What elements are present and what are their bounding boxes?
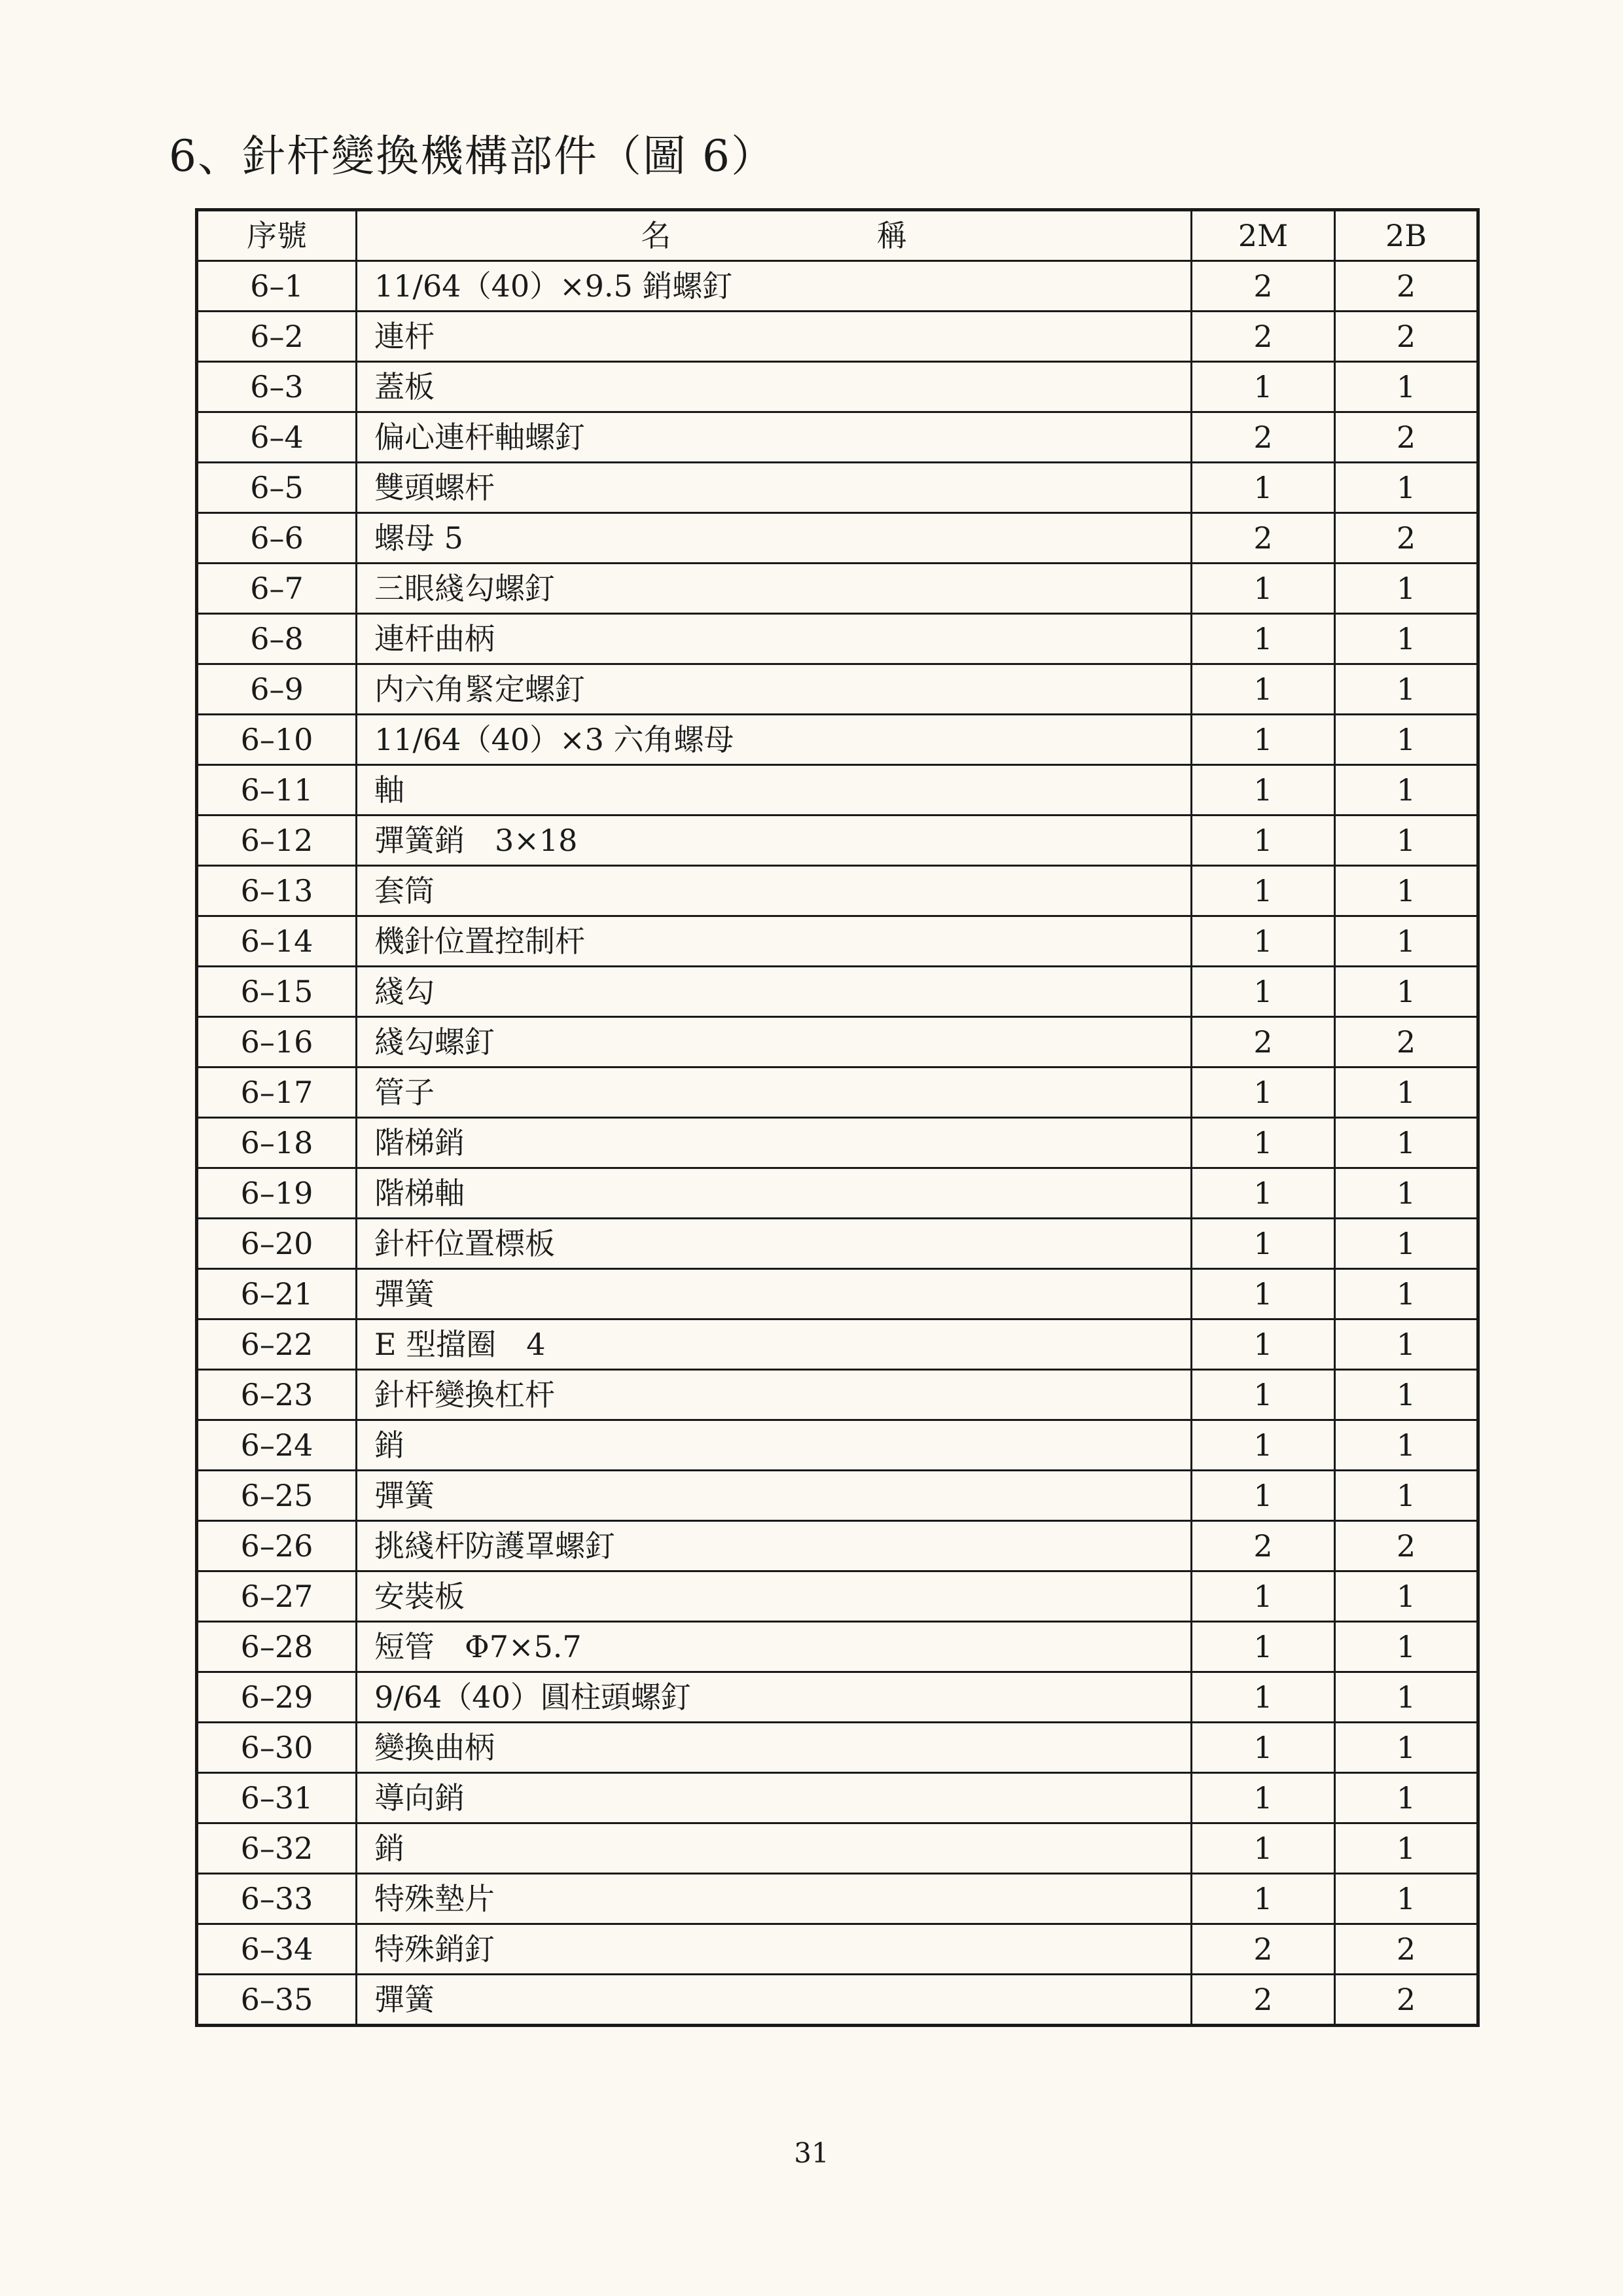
part-number-cell: 6–25 [197, 1471, 357, 1521]
part-name-cell: 三眼綫勾螺釘 [357, 564, 1192, 614]
qty-2m-cell: 1 [1192, 1823, 1335, 1874]
qty-2b-cell: 1 [1335, 765, 1478, 816]
header-2b: 2B [1335, 210, 1478, 261]
qty-2b-cell: 1 [1335, 1823, 1478, 1874]
table-row [197, 463, 1478, 513]
parts-table-body [197, 261, 1478, 2026]
table-row [197, 765, 1478, 816]
qty-2b-cell: 2 [1335, 312, 1478, 362]
part-number-cell: 6–19 [197, 1168, 357, 1219]
qty-2m-cell: 1 [1192, 1420, 1335, 1471]
part-name-cell: 導向銷 [357, 1773, 1192, 1823]
part-number-cell: 6–21 [197, 1269, 357, 1319]
qty-2b-cell: 1 [1335, 1672, 1478, 1723]
qty-2m-cell: 1 [1192, 1723, 1335, 1773]
qty-2m-cell: 2 [1192, 1924, 1335, 1975]
qty-2m-cell: 1 [1192, 362, 1335, 412]
part-number-cell: 6–4 [197, 412, 357, 463]
qty-2m-cell: 1 [1192, 463, 1335, 513]
qty-2m-cell: 1 [1192, 1319, 1335, 1370]
qty-2m-cell: 2 [1192, 1521, 1335, 1571]
part-name-cell: 雙頭螺杆 [357, 463, 1192, 513]
qty-2b-cell: 2 [1335, 412, 1478, 463]
part-number-cell: 6–9 [197, 664, 357, 715]
table-row [197, 614, 1478, 664]
part-name-cell: 連杆 [357, 312, 1192, 362]
table-row [197, 1219, 1478, 1269]
qty-2m-cell: 1 [1192, 614, 1335, 664]
part-number-cell: 6–31 [197, 1773, 357, 1823]
part-number-cell: 6–27 [197, 1571, 357, 1622]
qty-2b-cell: 1 [1335, 664, 1478, 715]
table-row [197, 1118, 1478, 1168]
qty-2m-cell: 1 [1192, 1219, 1335, 1269]
part-name-cell: 彈簧 [357, 1975, 1192, 2026]
qty-2m-cell: 1 [1192, 664, 1335, 715]
part-number-cell: 6–14 [197, 916, 357, 967]
qty-2m-cell: 1 [1192, 816, 1335, 866]
part-name-cell: 9/64（40）圓柱頭螺釘 [357, 1672, 1192, 1723]
part-name-cell: 彈簧 [357, 1471, 1192, 1521]
table-row [197, 1723, 1478, 1773]
part-number-cell: 6–10 [197, 715, 357, 765]
part-number-cell: 6–34 [197, 1924, 357, 1975]
part-number-cell: 6–23 [197, 1370, 357, 1420]
part-name-cell: 銷 [357, 1823, 1192, 1874]
qty-2b-cell: 1 [1335, 916, 1478, 967]
part-number-cell: 6–32 [197, 1823, 357, 1874]
table-row [197, 1269, 1478, 1319]
qty-2b-cell: 1 [1335, 564, 1478, 614]
part-name-cell: 内六角緊定螺釘 [357, 664, 1192, 715]
table-row [197, 866, 1478, 916]
qty-2b-cell: 1 [1335, 362, 1478, 412]
qty-2b-cell: 1 [1335, 1723, 1478, 1773]
qty-2b-cell: 1 [1335, 715, 1478, 765]
parts-table [195, 208, 1480, 2027]
qty-2m-cell: 1 [1192, 564, 1335, 614]
qty-2m-cell: 1 [1192, 1168, 1335, 1219]
part-number-cell: 6–35 [197, 1975, 357, 2026]
part-name-cell: 連杆曲柄 [357, 614, 1192, 664]
table-row [197, 967, 1478, 1017]
page-title: 6、針杆變換機構部件（圖 6） [169, 131, 776, 181]
table-row [197, 1773, 1478, 1823]
qty-2m-cell: 1 [1192, 1067, 1335, 1118]
table-header-row [197, 210, 1478, 261]
part-name-cell: 11/64（40）×3 六角螺母 [357, 715, 1192, 765]
qty-2m-cell: 1 [1192, 1269, 1335, 1319]
part-number-cell: 6–24 [197, 1420, 357, 1471]
part-name-cell: 螺母 5 [357, 513, 1192, 564]
qty-2b-cell: 1 [1335, 1168, 1478, 1219]
table-row [197, 362, 1478, 412]
qty-2b-cell: 1 [1335, 816, 1478, 866]
qty-2m-cell: 2 [1192, 412, 1335, 463]
part-number-cell: 6–2 [197, 312, 357, 362]
qty-2b-cell: 1 [1335, 1370, 1478, 1420]
part-number-cell: 6–1 [197, 261, 357, 312]
part-number-cell: 6–26 [197, 1521, 357, 1571]
table-row [197, 1319, 1478, 1370]
qty-2m-cell: 1 [1192, 866, 1335, 916]
qty-2m-cell: 1 [1192, 1672, 1335, 1723]
qty-2m-cell: 2 [1192, 312, 1335, 362]
part-name-cell: 彈簧銷 3×18 [357, 816, 1192, 866]
part-name-cell: 變換曲柄 [357, 1723, 1192, 1773]
part-name-cell: 階梯軸 [357, 1168, 1192, 1219]
part-name-cell: 綫勾螺釘 [357, 1017, 1192, 1067]
qty-2b-cell: 1 [1335, 1067, 1478, 1118]
qty-2b-cell: 1 [1335, 1420, 1478, 1471]
part-number-cell: 6–3 [197, 362, 357, 412]
table-row [197, 1823, 1478, 1874]
part-number-cell: 6–30 [197, 1723, 357, 1773]
part-number-cell: 6–5 [197, 463, 357, 513]
qty-2m-cell: 1 [1192, 1773, 1335, 1823]
qty-2b-cell: 1 [1335, 463, 1478, 513]
page-number: 31 [794, 2137, 829, 2169]
part-name-cell: 針杆位置標板 [357, 1219, 1192, 1269]
qty-2m-cell: 1 [1192, 967, 1335, 1017]
qty-2b-cell: 2 [1335, 261, 1478, 312]
table-row [197, 715, 1478, 765]
table-row [197, 1622, 1478, 1672]
part-number-cell: 6–11 [197, 765, 357, 816]
part-name-cell: 特殊銷釘 [357, 1924, 1192, 1975]
part-number-cell: 6–18 [197, 1118, 357, 1168]
table-row [197, 564, 1478, 614]
qty-2b-cell: 1 [1335, 1571, 1478, 1622]
part-number-cell: 6–6 [197, 513, 357, 564]
part-name-cell: 特殊墊片 [357, 1874, 1192, 1924]
qty-2b-cell: 1 [1335, 1269, 1478, 1319]
table-row [197, 312, 1478, 362]
part-name-cell: E 型擋圈 4 [357, 1319, 1192, 1370]
qty-2m-cell: 2 [1192, 1017, 1335, 1067]
part-name-cell: 偏心連杆軸螺釘 [357, 412, 1192, 463]
part-number-cell: 6–20 [197, 1219, 357, 1269]
part-number-cell: 6–29 [197, 1672, 357, 1723]
part-number-cell: 6–15 [197, 967, 357, 1017]
qty-2b-cell: 1 [1335, 1219, 1478, 1269]
part-number-cell: 6–8 [197, 614, 357, 664]
table-row [197, 1975, 1478, 2026]
part-name-cell: 安裝板 [357, 1571, 1192, 1622]
part-number-cell: 6–12 [197, 816, 357, 866]
table-row [197, 816, 1478, 866]
qty-2m-cell: 1 [1192, 1118, 1335, 1168]
qty-2b-cell: 1 [1335, 866, 1478, 916]
table-row [197, 1571, 1478, 1622]
table-row [197, 1874, 1478, 1924]
qty-2m-cell: 2 [1192, 513, 1335, 564]
part-name-cell: 軸 [357, 765, 1192, 816]
qty-2m-cell: 1 [1192, 916, 1335, 967]
qty-2b-cell: 2 [1335, 1924, 1478, 1975]
qty-2b-cell: 1 [1335, 1874, 1478, 1924]
part-number-cell: 6–33 [197, 1874, 357, 1924]
qty-2m-cell: 1 [1192, 1622, 1335, 1672]
qty-2m-cell: 1 [1192, 1874, 1335, 1924]
table-row [197, 1420, 1478, 1471]
table-row [197, 664, 1478, 715]
table-row [197, 1067, 1478, 1118]
qty-2b-cell: 2 [1335, 513, 1478, 564]
header-name: 名 稱 [357, 210, 1192, 261]
table-row [197, 916, 1478, 967]
part-name-cell: 套筒 [357, 866, 1192, 916]
part-number-cell: 6–28 [197, 1622, 357, 1672]
table-row [197, 412, 1478, 463]
table-row [197, 1017, 1478, 1067]
part-name-cell: 挑綫杆防護罩螺釘 [357, 1521, 1192, 1571]
qty-2m-cell: 2 [1192, 1975, 1335, 2026]
table-row [197, 1370, 1478, 1420]
table-row [197, 1471, 1478, 1521]
qty-2b-cell: 1 [1335, 1118, 1478, 1168]
header-2m: 2M [1192, 210, 1335, 261]
qty-2b-cell: 1 [1335, 1773, 1478, 1823]
qty-2b-cell: 1 [1335, 1319, 1478, 1370]
qty-2b-cell: 2 [1335, 1975, 1478, 2026]
qty-2m-cell: 1 [1192, 1370, 1335, 1420]
qty-2m-cell: 2 [1192, 261, 1335, 312]
table-row [197, 1521, 1478, 1571]
part-name-cell: 管子 [357, 1067, 1192, 1118]
part-number-cell: 6–22 [197, 1319, 357, 1370]
qty-2m-cell: 1 [1192, 715, 1335, 765]
part-number-cell: 6–17 [197, 1067, 357, 1118]
part-name-cell: 短管 Φ7×5.7 [357, 1622, 1192, 1672]
table-row [197, 513, 1478, 564]
table-row [197, 1924, 1478, 1975]
table-row [197, 1168, 1478, 1219]
part-name-cell: 綫勾 [357, 967, 1192, 1017]
part-number-cell: 6–13 [197, 866, 357, 916]
part-number-cell: 6–16 [197, 1017, 357, 1067]
part-name-cell: 針杆變換杠杆 [357, 1370, 1192, 1420]
part-name-cell: 機針位置控制杆 [357, 916, 1192, 967]
part-name-cell: 彈簧 [357, 1269, 1192, 1319]
header-serial-no: 序號 [197, 210, 357, 261]
part-name-cell: 11/64（40）×9.5 銷螺釘 [357, 261, 1192, 312]
part-name-cell: 銷 [357, 1420, 1192, 1471]
table-row [197, 1672, 1478, 1723]
qty-2m-cell: 1 [1192, 1471, 1335, 1521]
qty-2b-cell: 1 [1335, 1471, 1478, 1521]
qty-2b-cell: 2 [1335, 1017, 1478, 1067]
qty-2m-cell: 1 [1192, 765, 1335, 816]
part-name-cell: 階梯銷 [357, 1118, 1192, 1168]
qty-2m-cell: 1 [1192, 1571, 1335, 1622]
table-row [197, 261, 1478, 312]
qty-2b-cell: 1 [1335, 967, 1478, 1017]
qty-2b-cell: 2 [1335, 1521, 1478, 1571]
part-number-cell: 6–7 [197, 564, 357, 614]
qty-2b-cell: 1 [1335, 1622, 1478, 1672]
part-name-cell: 蓋板 [357, 362, 1192, 412]
qty-2b-cell: 1 [1335, 614, 1478, 664]
